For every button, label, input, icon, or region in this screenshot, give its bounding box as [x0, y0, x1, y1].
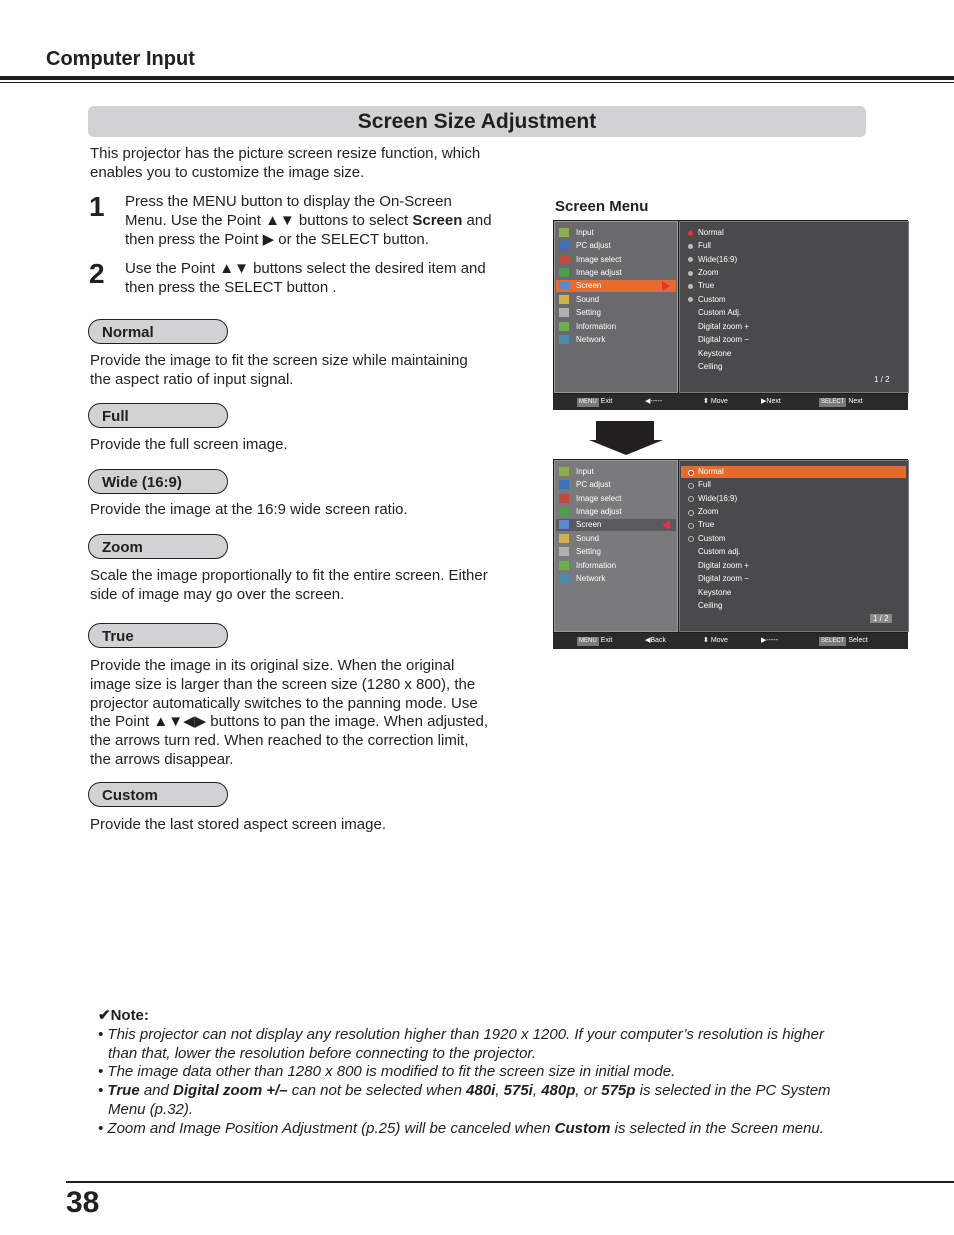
osd-menu-item: Setting [559, 307, 601, 319]
right-arrow-icon: ▶ [761, 398, 767, 405]
setting-icon [559, 547, 569, 556]
note-section: ✔Note: • This projector can not display any resolution higher than 1920 x 1200. If your computer’s resolution is higher than that, lower the resolution before connecting to the projector. • The image data other than 1280 x 800 is modified to fit the screen size in initial mode. • True and Digital zoom +/– can not be selected when 480i, 575i, 480p, or 575p is selected in the PC System Menu (p.32). • Zoom and Image Position Adjustment (p.25) will be canceled when Custom is selected in the Screen menu. [98, 1007, 831, 1137]
network-icon [559, 335, 569, 344]
screen-icon [559, 520, 569, 529]
osd-option: Normal [698, 467, 724, 476]
right-arrow-icon: ▶ [761, 637, 767, 644]
osd-option: Ceiling [698, 601, 723, 610]
down-arrow-head [589, 440, 663, 455]
osd-menu-item: Input [559, 466, 594, 478]
up-down-arrow-icon: ⬍ [703, 637, 711, 644]
option-true-label: True [88, 623, 228, 648]
osd-menu-item: Network [559, 334, 605, 346]
osd-help-bar: MENU Exit ◀----- ⬍ Move ▶Next SELECT Next [553, 394, 908, 410]
image-adjust-icon [559, 268, 569, 277]
option-dot-icon [688, 271, 693, 276]
osd-menu-item: Sound [559, 533, 599, 545]
pc-adjust-icon [559, 241, 569, 250]
osd-option: Digital zoom − [698, 574, 749, 583]
osd-option: Zoom [698, 507, 719, 516]
input-icon [559, 228, 569, 237]
radio-icon [688, 483, 694, 489]
osd-option: Keystone [698, 349, 732, 358]
osd-main-menu [554, 460, 678, 632]
osd-menu-item: Sound [559, 294, 599, 306]
osd-screenshot-after [553, 459, 908, 649]
screen-icon [559, 281, 569, 290]
option-true-desc: Provide the image in its original size. When the original image size is larger than the screen size (1280 x 800), the projector automatically switches to the panning mode. Use the Point ▲▼◀▶ buttons to pan the image. When adjusted, the arrows turn red. When reached to the correction limit, the arrows disappear. [90, 657, 488, 768]
information-icon [559, 561, 569, 570]
osd-option: Digital zoom + [698, 561, 749, 570]
screen-menu-label: Screen Menu [555, 198, 649, 215]
osd-page-indicator: 1 / 2 [874, 375, 890, 384]
osd-option: Custom [698, 534, 726, 543]
intro-text: This projector has the picture screen resize function, which enables you to customize the image size. [90, 145, 481, 181]
option-full-label: Full [88, 403, 228, 428]
left-arrow-icon: ◀ [645, 637, 651, 644]
osd-menu-item: Screen [559, 280, 601, 292]
osd-option: Normal [698, 228, 724, 237]
option-full-desc: Provide the full screen image. [90, 436, 288, 453]
osd-menu-item: PC adjust [559, 240, 611, 252]
pc-adjust-icon [559, 480, 569, 489]
step-1-text: Press the MENU button to display the On-Screen Menu. Use the Point ▲▼ buttons to select Screen and then press the Point ▶ or the SELECT button. [125, 193, 492, 248]
arrow-left-icon [662, 520, 670, 530]
header-rule [0, 76, 954, 80]
option-normal-desc: Provide the image to fit the screen size while maintaining the aspect ratio of input signal. [90, 352, 468, 388]
sound-icon [559, 295, 569, 304]
osd-option: Custom Adj. [698, 308, 742, 317]
setting-icon [559, 308, 569, 317]
selected-dot-icon [688, 470, 694, 476]
option-wide-label: Wide (16:9) [88, 469, 228, 494]
step-1-number: 1 [89, 191, 105, 222]
option-dot-icon [688, 257, 693, 262]
osd-menu-item: Image select [559, 254, 621, 266]
section-banner: Screen Size Adjustment [88, 106, 866, 137]
osd-menu-item: Image adjust [559, 267, 622, 279]
osd-option: Custom adj. [698, 547, 741, 556]
note-label: ✔Note: [98, 1007, 149, 1024]
osd-option: True [698, 281, 715, 290]
network-icon [559, 574, 569, 583]
osd-page-indicator: 1 / 2 [870, 614, 892, 623]
osd-option: Zoom [698, 268, 719, 277]
option-zoom-desc: Scale the image proportionally to fit the entire screen. Either side of image may go over the screen. [90, 567, 488, 603]
selected-dot-icon [688, 231, 693, 236]
header-rule-thin [0, 82, 954, 83]
information-icon [559, 322, 569, 331]
osd-option: Custom [698, 295, 726, 304]
osd-submenu [679, 460, 909, 632]
option-dot-icon [688, 297, 693, 302]
osd-menu-item: Setting [559, 546, 601, 558]
osd-menu-item: Network [559, 573, 605, 585]
osd-menu-item: Information [559, 321, 616, 333]
image-adjust-icon [559, 507, 569, 516]
osd-menu-item: Information [559, 560, 616, 572]
menu-key-icon: MENU [579, 399, 597, 405]
page-header-title: Computer Input [46, 48, 195, 70]
radio-icon [688, 523, 694, 529]
option-custom-label: Custom [88, 782, 228, 807]
osd-menu-item: Image adjust [559, 506, 622, 518]
select-key-icon: SELECT [821, 638, 845, 644]
image-select-icon [559, 255, 569, 264]
step-2-number: 2 [89, 258, 105, 289]
osd-option: Wide(16:9) [698, 494, 738, 503]
osd-option: Full [698, 241, 711, 250]
option-normal-label: Normal [88, 319, 228, 344]
option-custom-desc: Provide the last stored aspect screen image. [90, 816, 386, 833]
radio-icon [688, 510, 694, 516]
osd-menu-item: Screen [559, 519, 601, 531]
select-key-icon: SELECT [821, 399, 845, 405]
footer-rule [66, 1181, 954, 1183]
osd-screenshot-before [553, 220, 908, 410]
osd-menu-item: PC adjust [559, 479, 611, 491]
left-arrow-icon: ◀ [645, 398, 651, 405]
osd-option: Keystone [698, 588, 732, 597]
osd-main-menu [554, 221, 678, 393]
up-down-arrow-icon: ⬍ [703, 398, 711, 405]
step-2-text: Use the Point ▲▼ buttons select the desired item and then press the SELECT button . [125, 260, 486, 296]
page-number: 38 [66, 1186, 100, 1219]
down-arrow-icon [596, 421, 654, 440]
osd-option: Digital zoom − [698, 335, 749, 344]
osd-menu-item: Input [559, 227, 594, 239]
osd-option: Wide(16:9) [698, 255, 738, 264]
sound-icon [559, 534, 569, 543]
osd-help-bar: MENU Exit ◀Back ⬍ Move ▶----- SELECT Select [553, 633, 908, 649]
image-select-icon [559, 494, 569, 503]
option-wide-desc: Provide the image at the 16:9 wide screen ratio. [90, 501, 408, 518]
osd-option: True [698, 520, 715, 529]
option-dot-icon [688, 284, 693, 289]
option-zoom-label: Zoom [88, 534, 228, 559]
osd-option: Ceiling [698, 362, 723, 371]
arrow-right-icon [662, 281, 670, 291]
option-dot-icon [688, 244, 693, 249]
radio-icon [688, 536, 694, 542]
osd-submenu [679, 221, 909, 393]
osd-option: Digital zoom + [698, 322, 749, 331]
radio-icon [688, 496, 694, 502]
osd-option: Full [698, 480, 711, 489]
osd-menu-item: Image select [559, 493, 621, 505]
menu-key-icon: MENU [579, 638, 597, 644]
input-icon [559, 467, 569, 476]
